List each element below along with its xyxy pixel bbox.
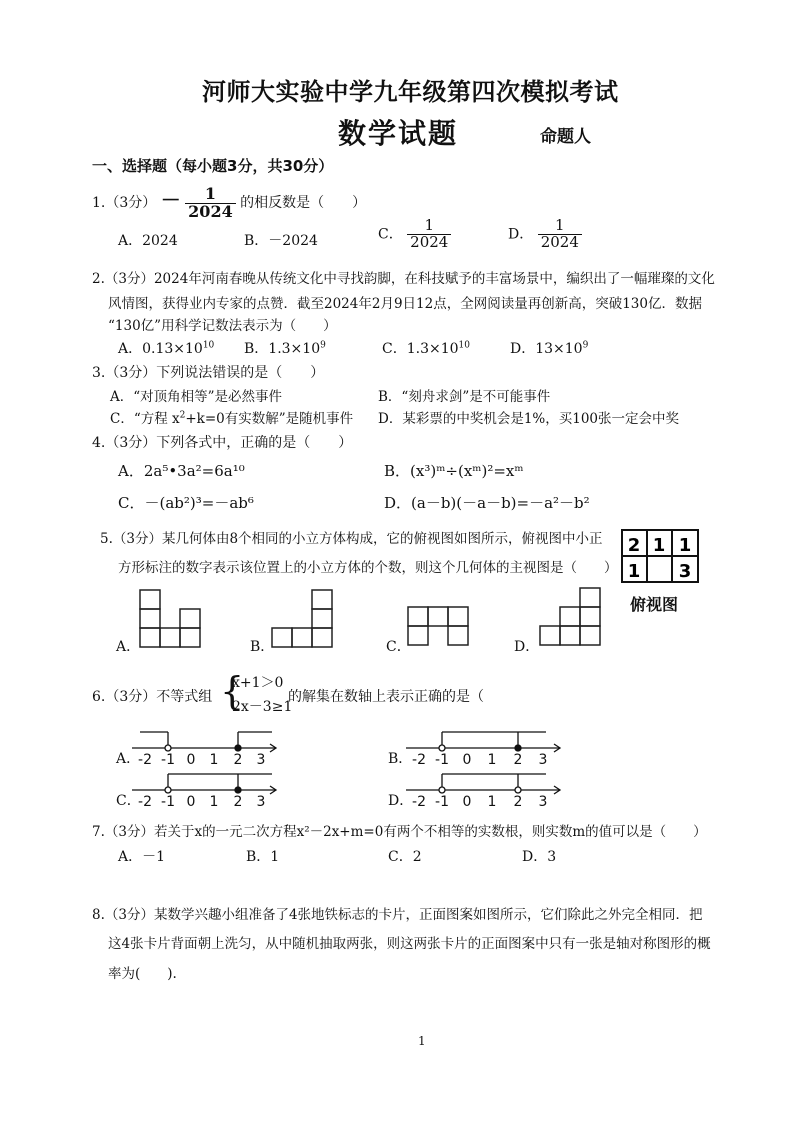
q6-d-marks (406, 774, 560, 794)
svg-text:3: 3 (538, 752, 548, 766)
svg-text:1: 1 (209, 794, 219, 808)
q1-option-a[interactable]: A．2024 (118, 233, 178, 249)
q1-d-num: 1 (538, 218, 582, 235)
q4-stem: 4.（3分）下列各式中，正确的是（ ） (92, 435, 353, 451)
q2-line-2: 风情图，获得业内专家的点赞．截至2024年2月9日12点，全网阅读量再创新高，突破130亿．数据 (108, 296, 702, 312)
q6-a-ticks (138, 752, 265, 766)
q2-option-a[interactable] (118, 338, 214, 358)
svg-text:0: 0 (462, 794, 472, 808)
q5-option-d-label[interactable]: D． (514, 639, 540, 655)
page-number: 1 (418, 1034, 426, 1048)
q8-line-2: 这4张卡片背面朝上洗匀，从中随机抽取两张，则这两张卡片的正面图案中只有一张是轴对称图形的概 (108, 936, 711, 952)
svg-text:2: 2 (513, 752, 523, 766)
svg-text:-2: -2 (138, 752, 152, 766)
q4-option-a[interactable]: A．2a⁵•3a²=6a¹⁰ (118, 462, 245, 480)
q6-a-marks (132, 732, 276, 752)
q5-option-a-figure[interactable] (138, 588, 202, 650)
q1-prefix: 1.（3分） (92, 195, 157, 211)
grid-cell-1: 1 (652, 535, 666, 556)
q5-line-1: 5.（3分）某几何体由8个相同的小立方体构成，它的俯视图如图所示，俯视图中小正 (100, 531, 603, 547)
svg-text:-1: -1 (435, 752, 449, 766)
q2-d-exp: 9 (582, 340, 589, 351)
q6-b-marks (406, 732, 560, 752)
svg-text:2: 2 (233, 752, 243, 766)
q3-c-post: +k=0有实数解”是随机事件 (185, 411, 354, 427)
q2-b-base: B．1.3×10 (244, 341, 321, 357)
exam-title: 河师大实验中学九年级第四次模拟考试 (202, 78, 619, 106)
svg-text:0: 0 (462, 752, 472, 766)
q6-option-a-numberline[interactable] (132, 726, 282, 766)
grid-cell-0: 2 (627, 535, 641, 556)
q2-a-exp: 10 (202, 340, 215, 351)
q6-d-ticks (412, 794, 547, 808)
q5-option-c-figure[interactable] (406, 605, 470, 649)
q2-a-base: A．0.13×10 (118, 341, 203, 357)
svg-text:-2: -2 (412, 752, 426, 766)
q2-option-d[interactable] (510, 338, 588, 358)
svg-text:1: 1 (487, 794, 497, 808)
q1-option-b[interactable]: B．－2024 (244, 233, 318, 249)
q3-option-a[interactable]: A．“对顶角相等”是必然事件 (110, 389, 283, 405)
q6-option-b-numberline[interactable] (406, 726, 566, 766)
q5-option-b-figure[interactable] (270, 588, 334, 650)
q1-option-c-label: C． (378, 226, 403, 243)
section-heading: 一、选择题（每小题3分，共30分） (92, 157, 334, 175)
q7-option-d[interactable]: D．3 (522, 849, 557, 865)
grid-cell-3: 1 (627, 561, 641, 582)
q1-frac-num: 1 (185, 186, 236, 204)
svg-text:-1: -1 (435, 794, 449, 808)
q6-option-d-numberline[interactable] (406, 768, 566, 808)
q1-option-d-label: D． (508, 226, 534, 243)
q6-option-b-label[interactable]: B． (388, 751, 413, 767)
svg-text:1: 1 (487, 752, 497, 766)
q7-option-a[interactable]: A．－1 (118, 849, 166, 865)
q3-stem: 3.（3分）下列说法错误的是（ ） (92, 365, 325, 381)
grid-cell-5: 3 (678, 561, 692, 582)
q3-c-exp: 2 (179, 410, 186, 421)
q6-c-marks (132, 774, 276, 794)
q4-option-b[interactable]: B．(x³)ᵐ÷(xᵐ)²=xᵐ (384, 462, 524, 480)
q2-d-base: D．13×10 (510, 341, 583, 357)
q2-line-1: 2.（3分）2024年河南春晚从传统文化中寻找韵脚，在科技赋予的丰富场景中，编织出了一幅璀璨的文化 (92, 271, 715, 287)
q6-c-ticks (138, 794, 265, 808)
q2-c-base: C．1.3×10 (382, 341, 459, 357)
question-1 (92, 184, 366, 220)
q6-option-c-label[interactable]: C． (116, 793, 141, 809)
q6-option-d-label[interactable]: D． (388, 793, 414, 809)
svg-text:3: 3 (538, 794, 548, 808)
q7-option-b[interactable]: B．1 (246, 849, 280, 865)
q3-option-c[interactable] (110, 407, 353, 427)
svg-text:-1: -1 (161, 752, 175, 766)
author-label: 命题人 (540, 127, 591, 147)
q1-option-c[interactable] (378, 218, 451, 251)
q1-option-d[interactable] (508, 218, 582, 251)
q1-d-den: 2024 (540, 232, 579, 251)
q4-option-d[interactable]: D．(a－b)(－a－b)=－a²－b² (384, 494, 590, 512)
q8-line-3: 率为( ). (108, 966, 177, 982)
q2-c-exp: 10 (458, 340, 470, 351)
q5-line-2: 方形标注的数字表示该位置上的小立方体的个数，则这个几何体的主视图是（ ） (118, 560, 618, 576)
q1-option-c-fraction (407, 218, 451, 251)
svg-text:3: 3 (256, 752, 266, 766)
q5-grid-caption: 俯视图 (630, 595, 679, 614)
svg-text:2: 2 (233, 794, 243, 808)
q2-b-exp: 9 (320, 340, 326, 351)
svg-text:2: 2 (513, 794, 523, 808)
q3-c-pre: C．“方程 x (110, 411, 180, 427)
q8-line-1: 8.（3分）某数学兴趣小组准备了4张地铁标志的卡片，正面图案如图所示，它们除此之外完全相同．把 (92, 907, 703, 923)
q4-option-c[interactable]: C．－(ab²)³=－ab⁶ (118, 494, 254, 512)
q6-ineq-1: x+1＞0 (232, 675, 284, 691)
q5-option-a-label[interactable]: A． (116, 639, 141, 655)
svg-text:-1: -1 (161, 794, 175, 808)
q1-c-den: 2024 (410, 232, 449, 251)
q2-option-c[interactable] (382, 338, 470, 358)
svg-text:0: 0 (186, 752, 196, 766)
q6-b-ticks (412, 752, 547, 766)
q1-option-d-fraction (538, 218, 582, 251)
q7-stem: 7.（3分）若关于x的一元二次方程x²－2x+m=0有两个不相等的实数根，则实数m的值可以是（ ） (92, 824, 707, 840)
q1-c-num: 1 (407, 218, 451, 235)
q6-ineq-2: 2x－3≥1 (232, 699, 293, 715)
q1-minus: － (160, 188, 181, 212)
q6-stem-suffix: 的解集在数轴上表示正确的是（ (288, 689, 484, 705)
svg-text:1: 1 (209, 752, 219, 766)
q6-brace: { (220, 669, 245, 713)
svg-text:3: 3 (256, 794, 266, 808)
svg-text:0: 0 (186, 794, 196, 808)
q3-option-d[interactable]: D．某彩票的中奖机会是1%，买100张一定会中奖 (378, 411, 680, 427)
q1-frac-den: 2024 (188, 201, 233, 221)
q5-option-c-label[interactable]: C． (386, 639, 411, 655)
q6-stem-prefix: 6.（3分）不等式组 (92, 689, 213, 705)
svg-text:-2: -2 (138, 794, 152, 808)
q5-top-view-grid (620, 528, 702, 586)
q6-option-a-label[interactable]: A． (116, 751, 141, 767)
svg-text:-2: -2 (412, 794, 426, 808)
q6-option-c-numberline[interactable] (132, 768, 282, 808)
q3-option-b[interactable]: B．“刻舟求剑”是不可能事件 (378, 389, 551, 405)
q2-line-3: “130亿”用科学记数法表示为（ ） (108, 318, 337, 334)
grid-cell-2: 1 (678, 535, 692, 556)
subject-title: 数学试题 (338, 117, 459, 150)
q7-option-c[interactable]: C．2 (388, 849, 422, 865)
q1-suffix: 的相反数是（ ） (240, 195, 367, 211)
q1-fraction (185, 183, 236, 221)
q5-option-b-label[interactable]: B． (250, 639, 275, 655)
q2-option-b[interactable] (244, 338, 326, 358)
q5-option-d-figure[interactable] (538, 586, 602, 648)
